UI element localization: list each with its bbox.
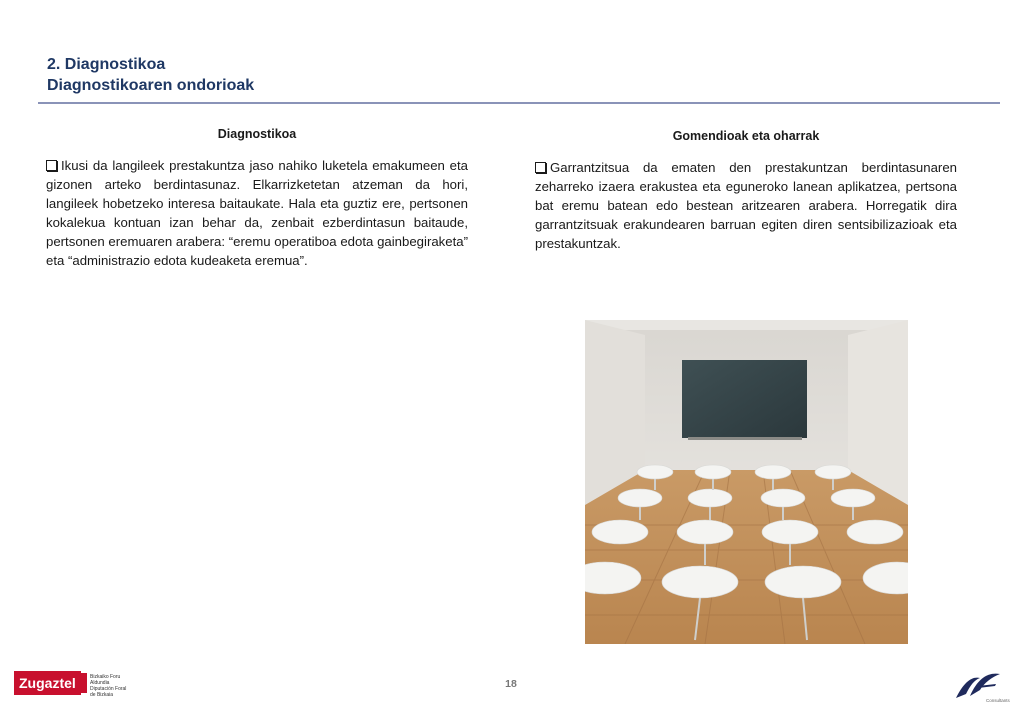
bizkaia-logo-text: Bizkaiko Foru Aldundia Diputación Foral de Bizkaia [90,674,127,698]
checkbox-bullet-icon [535,162,546,173]
checkbox-bullet-icon [46,160,57,171]
classroom-image [585,320,908,644]
page-number: 18 [505,678,517,690]
recommendations-column [535,127,957,253]
sf-consultants-logo [950,668,1010,704]
section-title: 2. Diagnostikoa [47,56,166,73]
zugaztel-logo [14,671,81,695]
diagnostic-text: Ikusi da langileek prestakuntza jaso nahiko luketela emakumeen eta gizonen arteko berdintasunaz. Elkarrizketetan atzeman da hori, langileek hobetzeko interesa baitaukate. Hala eta guztiz ere, pertsonen kokalekua kontuan izan behar da, zenbait ezberdintasun baitaude, pertsonen eremuaren arabera: “eremu operatiboa edota gainbegiraketa” eta “administrazio edota kudeaketa eremua”. [46,158,468,268]
recommendations-paragraph [535,158,957,253]
sf-consultants-label: Consultants [986,698,1010,703]
section-subtitle: Diagnostikoaren ondorioak [47,77,255,94]
title-divider [38,102,1000,104]
zugaztel-logo-text: Zugaztel [14,671,81,695]
recommendations-heading: Gomendioak eta oharrak [672,129,820,143]
diagnostic-heading: Diagnostikoa [217,127,297,141]
page-title [47,54,254,96]
bizkaia-emblem-icon [78,673,87,693]
recommendations-text: Garrantzitsua da ematen den prestakuntzan berdintasunaren zeharreko izaera erakustea eta eguneroko lanean aplikatzea, pertsona bat eremu batean edo bestean aritzearen arabera. Horregatik dira garrantzitsuak erakundearen barruan egiten diren sentsibilizazioak eta prestakuntzak. [535,160,957,251]
diagnostic-column [46,127,468,270]
diagnostic-paragraph [46,156,468,270]
